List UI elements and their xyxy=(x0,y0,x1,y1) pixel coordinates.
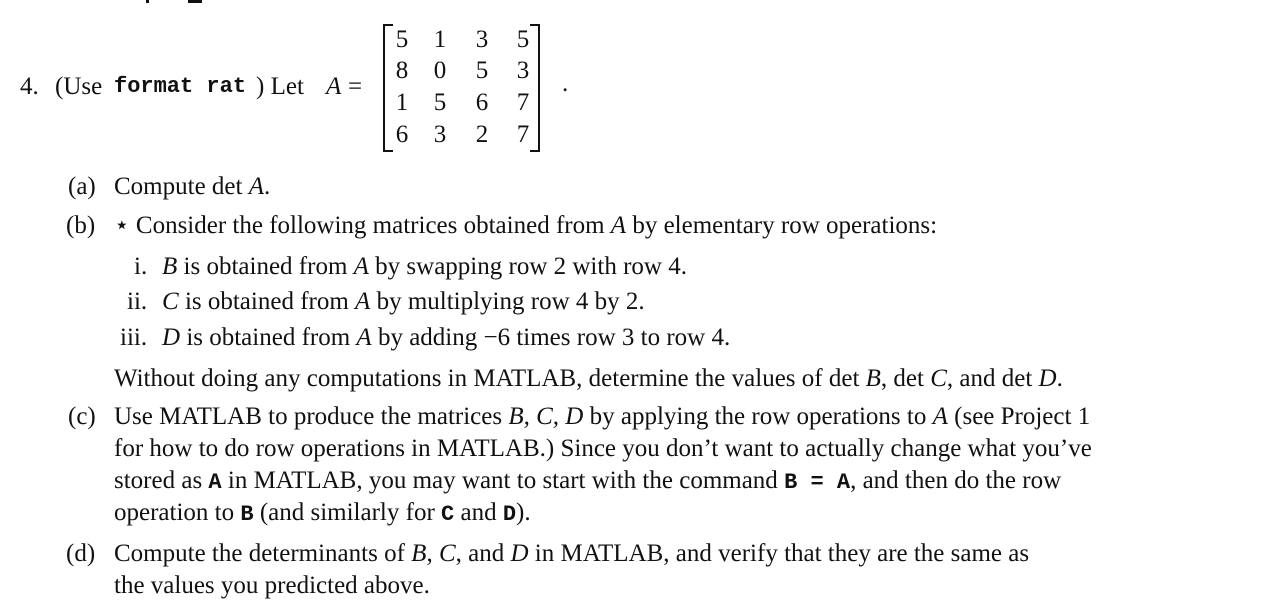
matrix-end-period: . xyxy=(562,70,569,97)
part-c-line-4-c: and xyxy=(460,499,497,526)
subitem-ii-var-A: A xyxy=(355,288,371,315)
matrix-cell: 7 xyxy=(516,89,530,116)
matrix-cell: 6 xyxy=(395,121,409,148)
code-A: A xyxy=(208,470,222,495)
subitem-iii-text-2: by adding −6 times row 3 to row 4. xyxy=(377,324,731,351)
matrix-cell: 5 xyxy=(395,26,409,53)
matrix-cell: 1 xyxy=(433,26,447,53)
part-d-line-1 xyxy=(114,541,1029,566)
part-c-line-1 xyxy=(114,404,1090,429)
subitem-ii-label: ii. xyxy=(127,288,148,315)
subitem-i-text-2: by swapping row 2 with row 4. xyxy=(375,253,687,280)
subitem-i-var: B xyxy=(162,253,178,280)
matrix-cell: 5 xyxy=(433,89,447,116)
subitem-iii-text-1: is obtained from xyxy=(186,324,351,351)
cropped-text-remnant xyxy=(0,0,1276,6)
problem-lead-open: (Use xyxy=(55,73,103,100)
subitem-iii-label: iii. xyxy=(120,324,148,351)
subitem-i-label: i. xyxy=(134,253,148,280)
matrix-A xyxy=(378,18,544,152)
subitem-iii-var: D xyxy=(162,324,181,351)
part-b-closing-2: , det xyxy=(880,365,924,392)
code-B: B xyxy=(240,502,254,527)
subitem-iii-text xyxy=(162,325,730,350)
part-c-line-4 xyxy=(114,500,531,526)
matrix-cell: 3 xyxy=(433,121,447,148)
part-b-text xyxy=(114,213,937,238)
problem-lead-close: ) Let xyxy=(256,73,304,100)
subitem-ii-var: C xyxy=(162,288,179,315)
matrix-cell: 7 xyxy=(516,121,530,148)
part-c-line-4-d: ). xyxy=(516,499,531,526)
format-rat-code: format rat xyxy=(114,74,247,99)
part-d-sep-2: , and xyxy=(455,540,505,567)
matrix-cell: 5 xyxy=(475,57,489,84)
part-b-closing-3: , and det xyxy=(946,365,1033,392)
part-b-var: A xyxy=(610,212,627,239)
matrix-cell: 3 xyxy=(516,57,530,84)
matrix-cell: 3 xyxy=(475,26,489,53)
part-c-vars: B, C, D xyxy=(508,403,584,430)
part-d-line-1-b: in MATLAB, and verify that they are the same as xyxy=(534,540,1030,567)
star-icon: ⋆ xyxy=(114,212,130,239)
subitem-i-var-A: A xyxy=(353,253,369,280)
part-c-line-2: for how to do row operations in MATLAB.) Since you don’t want to actually change what you’ve xyxy=(114,435,1092,462)
matrix-var-A: A xyxy=(326,73,342,100)
part-d-var-B: B xyxy=(411,540,427,567)
part-b-closing-1: Without doing any computations in MATLAB, determine the values of det xyxy=(114,365,860,392)
matrix-cell: 0 xyxy=(433,57,447,84)
subitem-i-text xyxy=(162,254,687,279)
code-D: D xyxy=(502,502,517,527)
part-c-line-3-b: in MATLAB, you may want to start with the command xyxy=(227,467,778,494)
matrix-cell: 5 xyxy=(516,26,530,53)
part-d-var-C: C xyxy=(438,540,456,567)
part-c-line-3 xyxy=(114,468,1061,494)
part-c-line-1-a: Use MATLAB to produce the matrices xyxy=(114,403,503,430)
part-c-line-1-b: by applying the row operations to xyxy=(589,403,927,430)
subitem-ii-text-2: by multiplying row 4 by 2. xyxy=(376,288,645,315)
subitem-ii-text xyxy=(162,289,645,314)
part-a-label: (a) xyxy=(68,173,96,200)
part-c-var-A: A xyxy=(932,403,948,430)
matrix-cell: 6 xyxy=(475,89,489,116)
part-c-line-1-c: (see Project 1 xyxy=(954,403,1091,430)
matrix-cell: 8 xyxy=(395,57,409,84)
part-a-prompt: Compute det xyxy=(114,173,249,200)
part-b-text-1: Consider the following matrices obtained from xyxy=(135,212,605,239)
problem-number: 4. xyxy=(20,73,39,100)
part-d-var-D: D xyxy=(510,540,529,567)
part-c-line-3-a: stored as xyxy=(114,467,203,494)
matrix-cell: 1 xyxy=(395,89,409,116)
part-d-line-1-a: Compute the determinants of xyxy=(114,540,405,567)
subitem-ii-text-1: is obtained from xyxy=(184,288,349,315)
equals-sign: = xyxy=(348,73,363,100)
part-d-line-2: the values you predicted above. xyxy=(114,572,430,599)
part-b-text-2: by elementary row operations: xyxy=(632,212,938,239)
part-b-closing xyxy=(114,366,1063,391)
part-c-line-4-b: (and similarly for xyxy=(259,499,435,526)
part-d-sep-1: , xyxy=(426,540,433,567)
code-B-equals-A: B = A xyxy=(784,470,851,495)
part-d-label: (d) xyxy=(66,540,96,567)
closing-var-B: B xyxy=(865,365,881,392)
closing-var-D: D xyxy=(1038,365,1057,392)
part-a-var: A xyxy=(248,173,264,200)
closing-var-C: C xyxy=(930,365,947,392)
part-b-label: (b) xyxy=(66,212,96,239)
part-a-text xyxy=(114,174,270,199)
part-c-line-3-c: , and then do the row xyxy=(850,467,1062,494)
matrix-cell: 2 xyxy=(475,121,489,148)
part-a-end: . xyxy=(264,173,271,200)
part-c-label: (c) xyxy=(68,403,96,430)
subitem-iii-var-A: A xyxy=(356,324,372,351)
subitem-i-text-1: is obtained from xyxy=(183,253,348,280)
code-C: C xyxy=(441,502,455,527)
part-b-closing-4: . xyxy=(1056,365,1063,392)
part-c-line-4-a: operation to xyxy=(114,499,235,526)
